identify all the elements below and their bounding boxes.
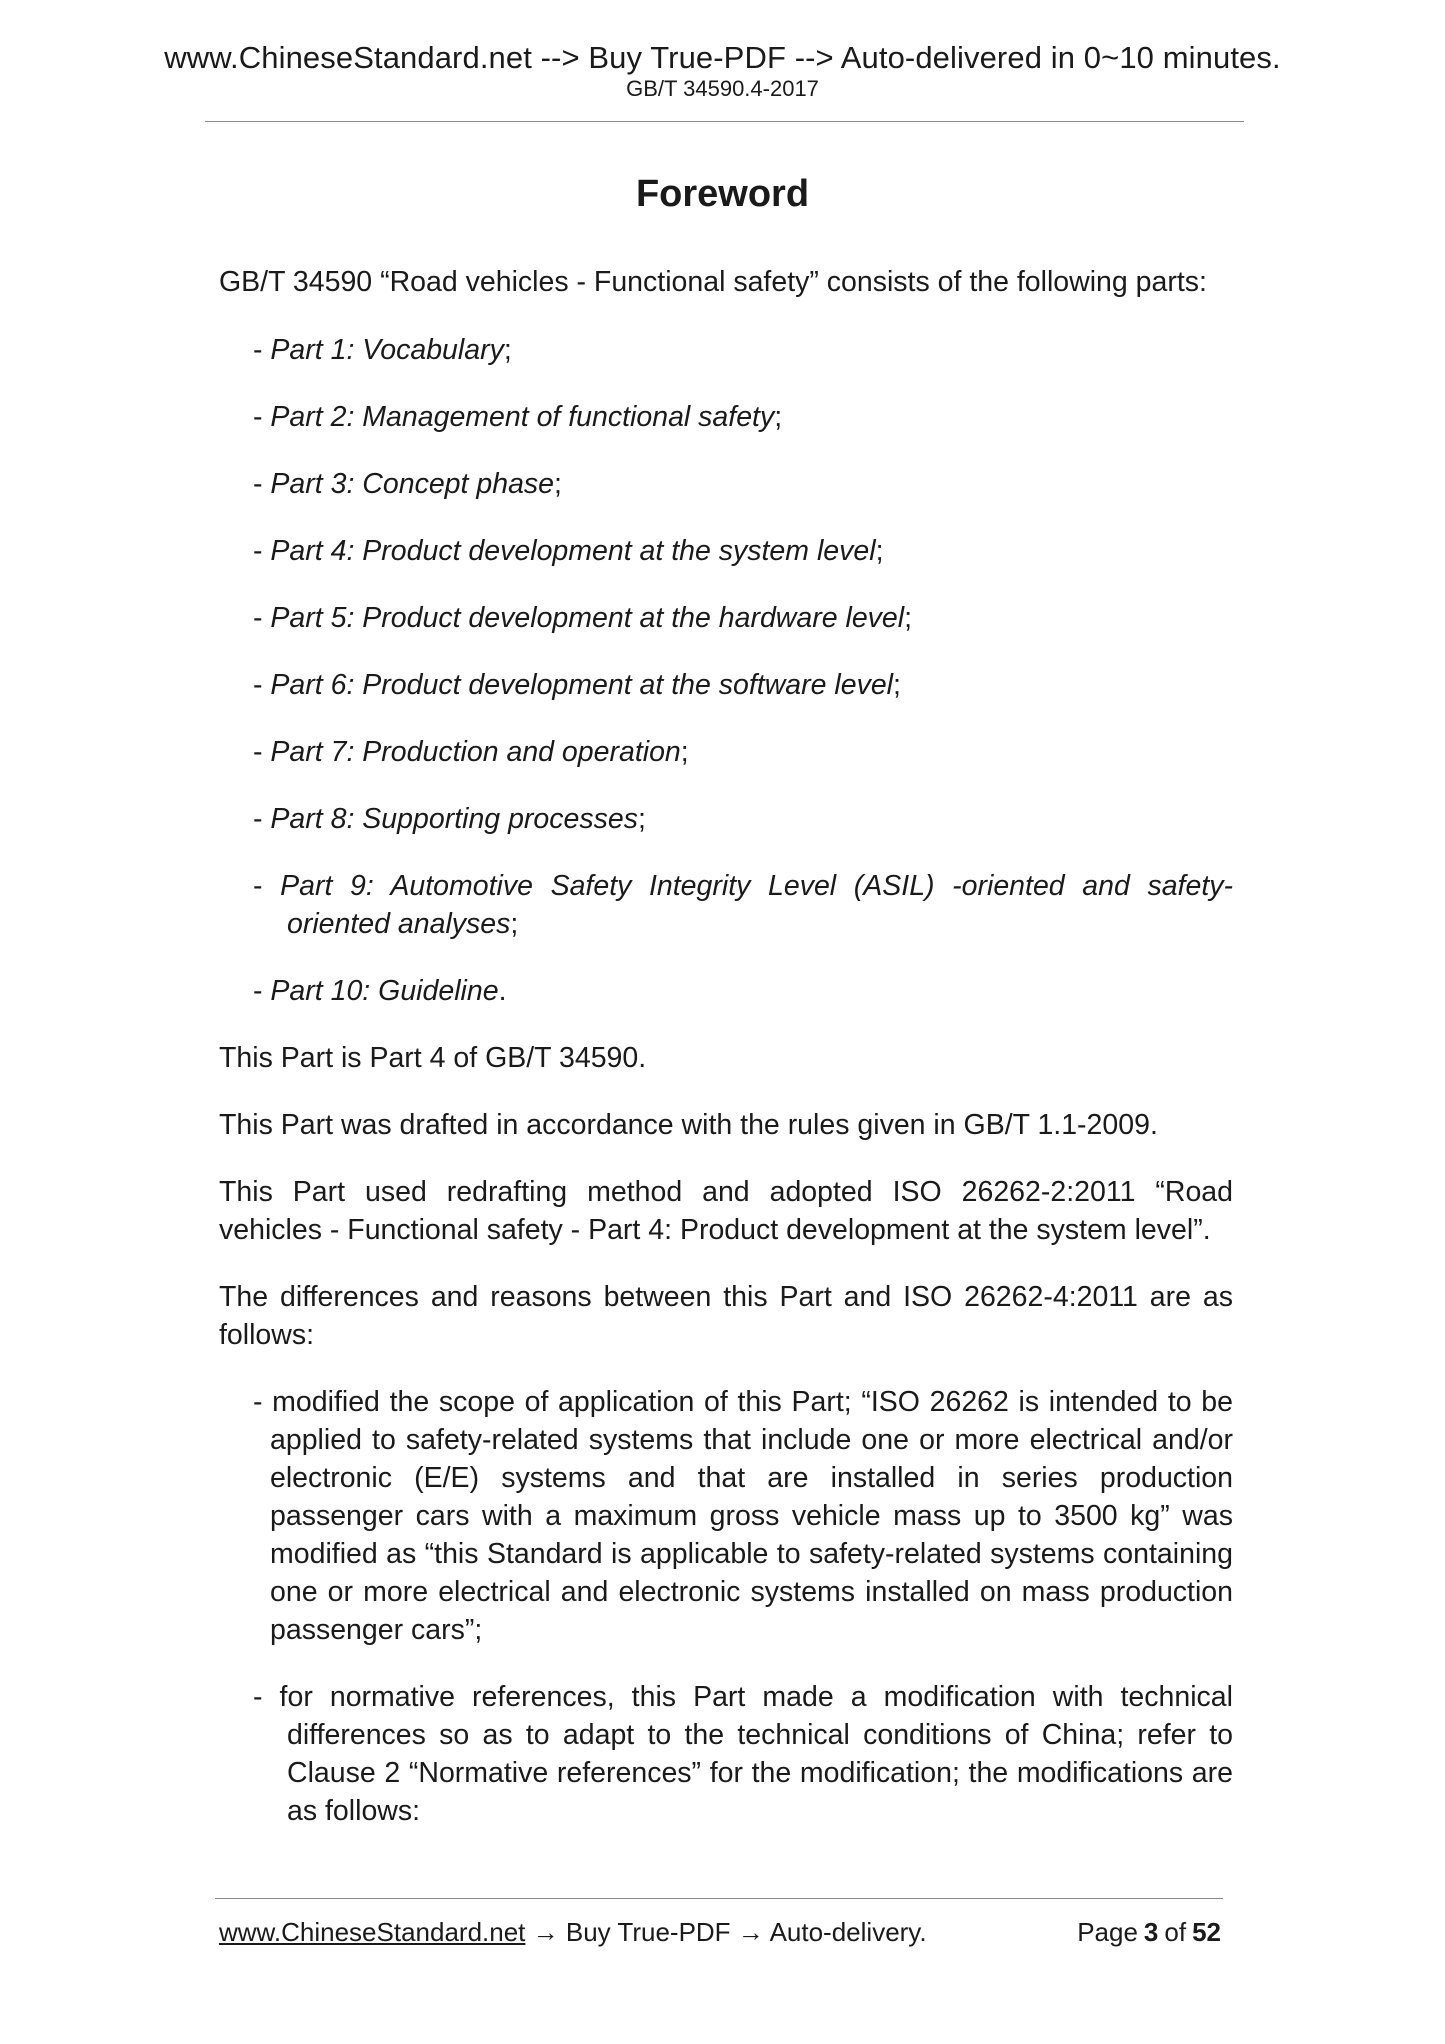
list-item-part-8: - Part 8: Supporting processes; [253, 803, 646, 835]
list-item-part-4: - Part 4: Product development at the system level; [253, 535, 884, 567]
page-indicator: Page 3 of 52 [1077, 1917, 1221, 1947]
paragraph-adoption: This Part used redrafting method and adopted ISO 26262-2:2011 “Road vehicles - Functional safety - Part 4: Product development at the system level”. [219, 1176, 1233, 1246]
list-item-part-3: - Part 3: Concept phase; [253, 468, 562, 500]
header-divider [205, 121, 1244, 122]
list-item-difference-normative-references: - for normative references, this Part made a modification with technical differences so as to adapt to the technical conditions of China; refer to Clause 2 “Normative references” for the modification; the modifications are as follows: [253, 1681, 1233, 1827]
paragraph-differences-intro: The differences and reasons between this Part and ISO 26262-4:2011 are as follows: [219, 1281, 1233, 1351]
top-banner: www.ChineseStandard.net --> Buy True-PDF --> Auto-delivered in 0~10 minutes. [164, 40, 1281, 75]
list-item-difference-scope: - modified the scope of application of this Part; “ISO 26262 is intended to be applied to safety-related systems that include one or more electrical and/or electronic (E/E) systems and that are installed in series production passenger cars with a maximum gross vehicle mass up to 3500 kg” was modified as “this Standard is applicable to safety-related systems containing one or more electrical and electronic systems installed on mass production passenger cars”; [253, 1386, 1233, 1646]
list-item-part-1: - Part 1: Vocabulary; [253, 334, 512, 366]
paragraph-part-number: This Part is Part 4 of GB/T 34590. [219, 1042, 647, 1074]
list-item-part-10: - Part 10: Guideline. [253, 975, 507, 1007]
list-item-part-6: - Part 6: Product development at the software level; [253, 669, 901, 701]
total-page-count: 52 [1192, 1917, 1221, 1947]
list-item-part-5: - Part 5: Product development at the hardware level; [253, 602, 913, 634]
page-title: Foreword [635, 173, 810, 215]
document-code: GB/T 34590.4-2017 [626, 76, 819, 101]
paragraph-drafting-rules: This Part was drafted in accordance with the rules given in GB/T 1.1-2009. [219, 1109, 1158, 1141]
footer-delivery-text: → Buy True-PDF → Auto-delivery. [525, 1917, 927, 1947]
list-item-part-9: - Part 9: Automotive Safety Integrity Level (ASIL) -oriented and safety-oriented analyses; [253, 870, 1233, 940]
footer-site-link[interactable]: www.ChineseStandard.net [219, 1917, 526, 1947]
list-item-part-7: - Part 7: Production and operation; [253, 736, 689, 768]
intro-paragraph: GB/T 34590 “Road vehicles - Functional safety” consists of the following parts: [219, 266, 1207, 298]
footer-divider [215, 1898, 1223, 1899]
list-item-part-2: - Part 2: Management of functional safety; [253, 401, 783, 433]
current-page-number: 3 [1143, 1917, 1159, 1947]
footer-source [219, 1916, 927, 1948]
